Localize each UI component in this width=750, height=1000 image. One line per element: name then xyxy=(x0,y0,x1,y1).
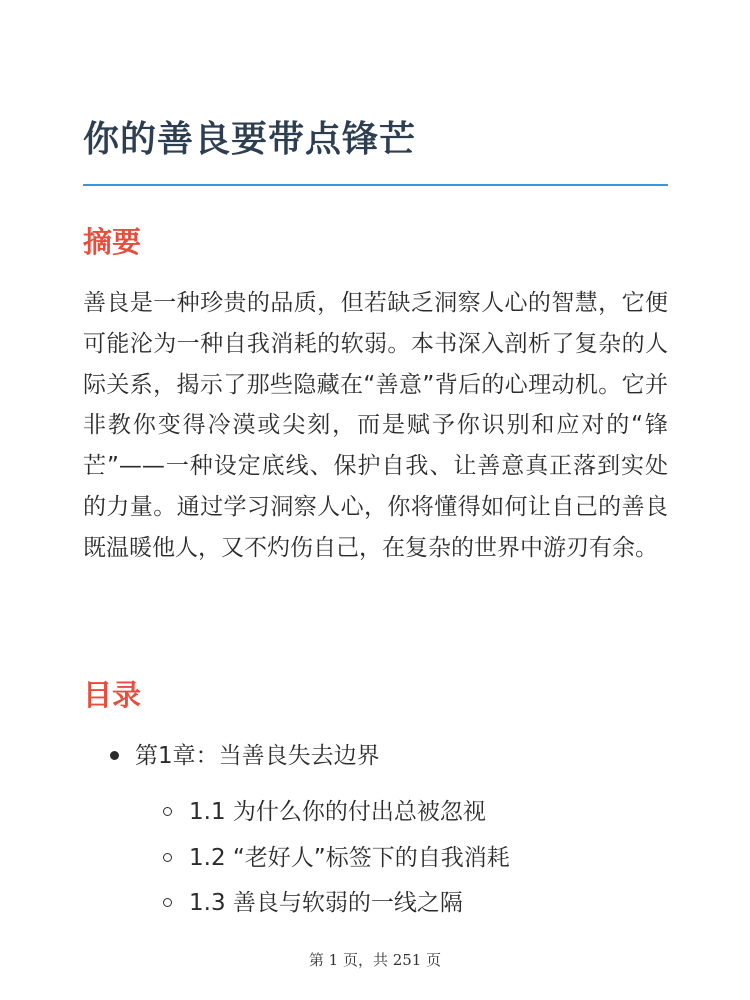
title-divider xyxy=(83,184,668,186)
bullet-circle-icon xyxy=(163,807,172,816)
toc-heading: 目录 xyxy=(83,678,142,712)
bullet-circle-icon xyxy=(163,853,172,862)
toc-section-1-1[interactable]: 1.1 为什么你的付出总被忽视 xyxy=(189,799,486,825)
toc-section-1-3[interactable]: 1.3 善良与软弱的一线之隔 xyxy=(189,890,463,916)
toc-chapter-1[interactable]: 第1章：当善良失去边界 xyxy=(135,743,380,769)
summary-heading: 摘要 xyxy=(83,225,142,259)
page-number-footer: 第 1 页，共 251 页 xyxy=(308,951,442,969)
bullet-disc-icon xyxy=(110,751,119,760)
document-title: 你的善良要带点锋芒 xyxy=(83,119,417,160)
bullet-circle-icon xyxy=(163,898,172,907)
summary-paragraph: 善良是一种珍贵的品质，但若缺乏洞察人心的智慧，它便可能沦为一种自我消耗的软弱。本书深入剖析了复杂的人际关系，揭示了那些隐藏在“善意”背后的心理动机。它并非教你变得冷漠或尖刻，而是赋予你识别和应对的“锋芒”——一种设定底线、保护自我、让善意真正落到实处的力量。通过学习洞察人心，你将懂得如何让自己的善良既温暖他人，又不灼伤自己，在复杂的世界中游刃有余。 xyxy=(83,290,668,561)
toc-section-1-2[interactable]: 1.2 “老好人”标签下的自我消耗 xyxy=(189,845,510,871)
